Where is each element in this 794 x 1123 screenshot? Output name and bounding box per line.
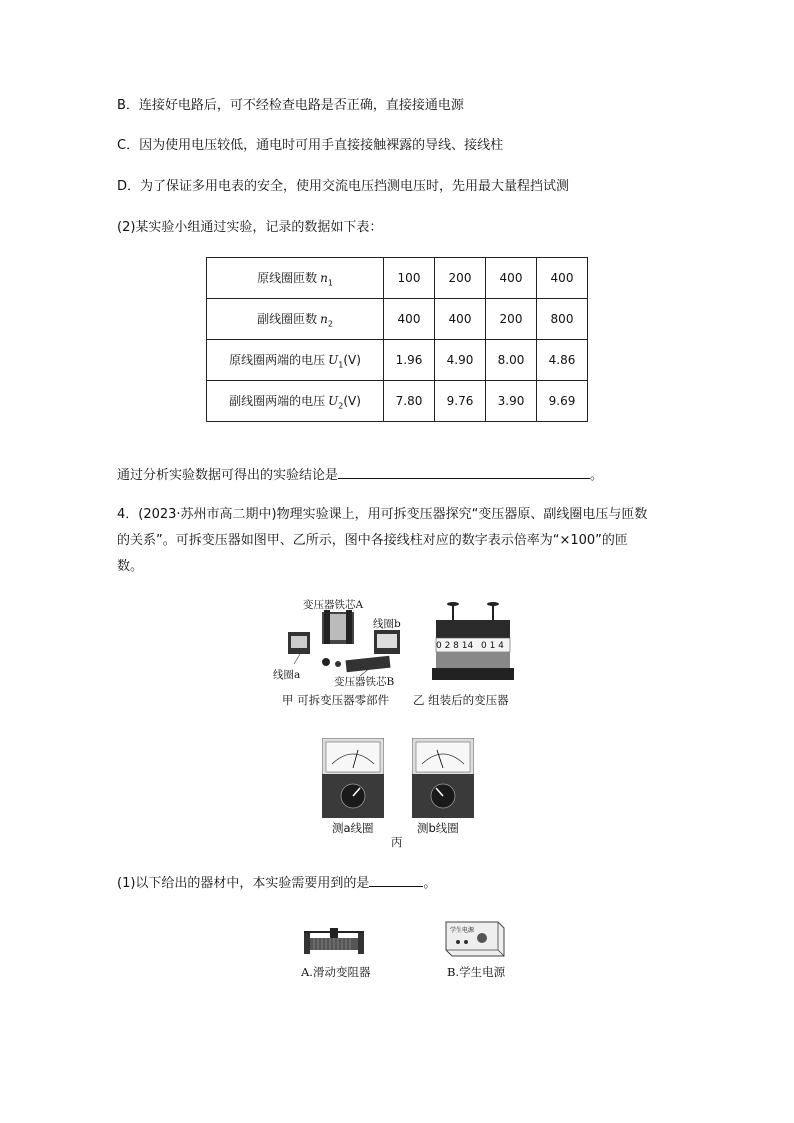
option-d: D．为了保证多用电表的安全，使用交流电压挡测电压时，先用最大量程挡试测 [117, 179, 570, 194]
q2-intro: (2)某实验小组通过实验，记录的数据如下表： [117, 220, 383, 235]
table-cell: 1.96 [384, 340, 435, 381]
q1-line [117, 872, 436, 894]
multimeter-b-figure [412, 738, 474, 818]
q4-line-3: 数。 [117, 559, 144, 574]
row-label: 副线圈匝数 [257, 311, 318, 326]
answer-blank[interactable] [338, 464, 590, 479]
row-symbol: n [320, 311, 328, 326]
equipment-a-label: A.滑动变阻器 [301, 965, 371, 979]
row-symbol: U [328, 393, 339, 408]
row-subscript: 1 [327, 278, 333, 288]
table-cell: 8.00 [486, 340, 537, 381]
table-cell: 9.76 [435, 381, 486, 422]
row-subscript: 1 [338, 360, 344, 370]
row-label: 副线圈两端的电压 [229, 393, 326, 408]
option-c: C．因为使用电压较低，通电时可用手直接接触裸露的导线、接线柱 [117, 138, 504, 153]
row-unit: (V) [343, 393, 361, 408]
row-label: 原线圈两端的电压 [229, 352, 326, 367]
figure-jia-caption: 甲 可拆变压器零部件 [282, 693, 390, 707]
row-label: 原线圈匝数 [257, 270, 318, 285]
q4-line-2: 的关系”。可拆变压器如图甲、乙所示，图中各接线柱对应的数字表示倍率为“×100”的匝 [117, 533, 628, 548]
row-header [207, 299, 384, 340]
table-cell: 400 [537, 258, 588, 299]
table-cell: 200 [486, 299, 537, 340]
table-cell: 3.90 [486, 381, 537, 422]
sliding-rheostat-figure [300, 922, 368, 958]
table-cell: 9.69 [537, 381, 588, 422]
label-core-a: 变压器铁芯A [303, 599, 364, 611]
table-cell: 4.90 [435, 340, 486, 381]
q1-text: (1)以下给出的器材中，本实验需要用到的是 [117, 876, 370, 891]
multimeter-a-figure [322, 738, 384, 818]
table-cell: 200 [435, 258, 486, 299]
q1-answer-blank[interactable] [369, 872, 423, 887]
row-unit: (V) [343, 352, 361, 367]
label-core-b: 变压器铁芯B [334, 676, 395, 688]
terminal-numbers-left: 0 2 8 14 [436, 641, 474, 651]
row-header [207, 340, 384, 381]
option-b: B．连接好电路后，可不经检查电路是否正确，直接接通电源 [117, 98, 464, 113]
row-symbol: U [328, 352, 339, 367]
terminal-numbers-right: 0 1 4 [481, 641, 504, 651]
label-coil-a: 线圈a [273, 669, 301, 681]
table-cell: 4.86 [537, 340, 588, 381]
q4-line-1: 4．(2023·苏州市高二期中)物理实验课上，用可拆变压器探究“变压器原、副线圈电压与匝数 [117, 507, 648, 522]
table-row [207, 258, 588, 299]
conclusion-line [117, 464, 603, 486]
label-meter-b: 测b线圈 [417, 821, 459, 835]
table-cell: 400 [486, 258, 537, 299]
row-header [207, 381, 384, 422]
q1-end: 。 [423, 876, 437, 891]
table-cell: 100 [384, 258, 435, 299]
table-row [207, 340, 588, 381]
student-power-supply-figure [440, 916, 506, 960]
table-row [207, 381, 588, 422]
row-symbol: n [320, 270, 328, 285]
conclusion-text: 通过分析实验数据可得出的实验结论是 [117, 468, 339, 483]
table-cell: 400 [384, 299, 435, 340]
row-subscript: 2 [338, 401, 344, 411]
row-subscript: 2 [327, 319, 333, 329]
table-row [207, 299, 588, 340]
psu-panel-label: 学生电源 [450, 927, 475, 934]
conclusion-end: 。 [590, 468, 604, 483]
label-meter-a: 测a线圈 [332, 821, 374, 835]
table-cell: 7.80 [384, 381, 435, 422]
table-cell: 400 [435, 299, 486, 340]
data-table [206, 257, 588, 422]
table-cell: 800 [537, 299, 588, 340]
label-coil-b: 线圈b [373, 618, 401, 630]
figure-bing-caption: 丙 [391, 835, 403, 849]
row-header [207, 258, 384, 299]
equipment-b-label: B.学生电源 [447, 965, 506, 979]
figure-yi-caption: 乙 组装后的变压器 [413, 693, 509, 707]
